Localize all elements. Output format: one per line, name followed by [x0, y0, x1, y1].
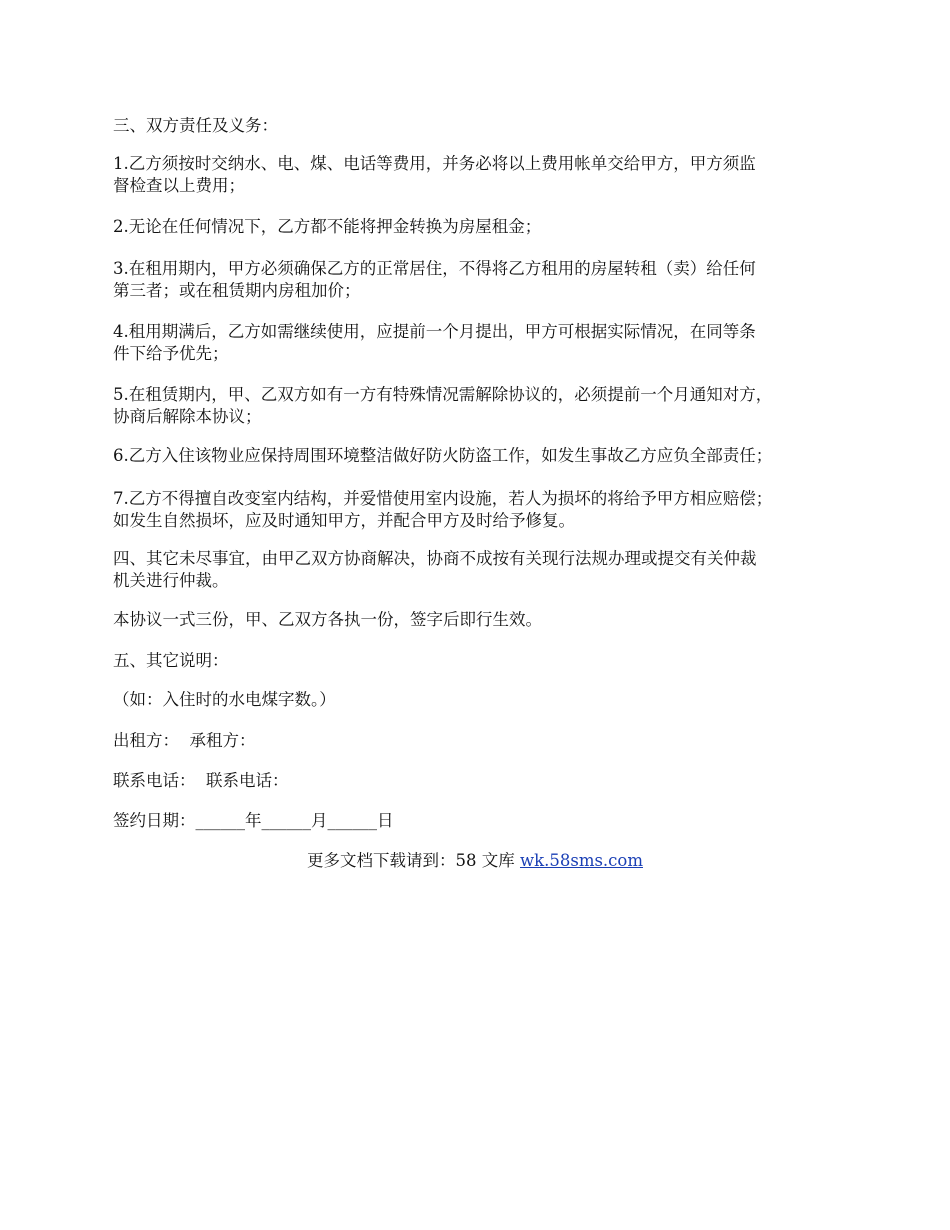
footer-prefix: 更多文档下载请到：58 文库: [306, 851, 520, 870]
clause-6: 6.乙方入住该物业应保持周围环境整洁做好防火防盗工作，如发生事故乙方应负全部责任；: [113, 446, 773, 465]
clause-5-line-2: 协商后解除本协议；: [113, 407, 262, 426]
section-4-line-2: 机关进行仲裁。: [113, 571, 229, 590]
clause-2: 2.无论在任何情况下，乙方都不能将押金转换为房屋租金；: [113, 217, 542, 236]
clause-4-line-1: 4.租用期满后，乙方如需继续使用，应提前一个月提出，甲方可根据实际情况，在同等条: [113, 322, 756, 341]
clause-3-line-2: 第三者；或在租赁期内房租加价；: [113, 281, 361, 300]
section-5-note: （如：入住时的水电煤字数。）: [113, 690, 336, 709]
section-5-heading: 五、其它说明：: [113, 651, 229, 670]
footer: [0, 850, 950, 872]
clause-1-line-2: 督检查以上费用；: [113, 176, 245, 195]
clause-1: [113, 153, 843, 197]
section-4: [113, 548, 843, 592]
clause-7-line-1: 7.乙方不得擅自改变室内结构，并爱惜使用室内设施，若人为损坏的将给予甲方相应赔偿；: [113, 489, 773, 508]
clause-3-line-1: 3.在租用期内，甲方必须确保乙方的正常居住，不得将乙方租用的房屋转租（卖）给任何: [113, 259, 756, 278]
clause-1-line-1: 1.乙方须按时交纳水、电、煤、电话等费用，并务必将以上费用帐单交给甲方，甲方须监: [113, 154, 756, 173]
clause-5: [113, 384, 843, 428]
date-line: 签约日期：______年______月______日: [113, 811, 394, 830]
clause-5-line-1: 5.在租赁期内，甲、乙双方如有一方有特殊情况需解除协议的，必须提前一个月通知对方，: [113, 385, 773, 404]
clause-4: [113, 321, 843, 365]
footer-link[interactable]: wk.58sms.com: [519, 851, 643, 870]
clause-4-line-2: 件下给予优先；: [113, 344, 229, 363]
clause-7: [113, 488, 843, 532]
section-3-heading: 三、双方责任及义务：: [113, 116, 278, 135]
clause-7-line-2: 如发生自然损坏，应及时通知甲方，并配合甲方及时给予修复。: [113, 511, 575, 530]
section-4-line-1: 四、其它未尽事宜，由甲乙双方协商解决，协商不成按有关现行法规办理或提交有关仲裁: [113, 549, 757, 568]
phone-line: 联系电话： 联系电话：: [113, 771, 289, 790]
clause-3: [113, 258, 843, 302]
parties-line: 出租方： 承租方：: [113, 731, 256, 750]
document-page: [113, 0, 843, 1230]
copies-note: 本协议一式三份，甲、乙双方各执一份，签字后即行生效。: [113, 610, 542, 629]
